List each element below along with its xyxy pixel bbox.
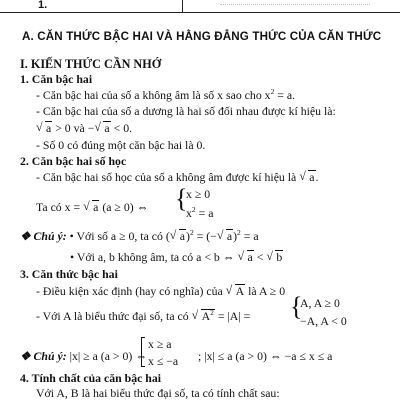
sqrt-a: √ a [84,200,99,214]
definition-line-2: - Căn bậc hai của số a dương là hai số đối nhau được kí hiệu là: [36,104,336,118]
sqrt-a: √ a [37,121,52,135]
sqrt-A: √ A [227,284,246,298]
abs-case-2: −A, A < 0 [300,314,347,328]
subsection-title-4: 4. Tính chất của căn bậc hai [20,371,162,385]
note-3-continued: ; |x| ≤ a (a > 0) ⇔ −a ≤ x ≤ a [198,349,333,363]
sqrt-A-squared: √ $A^2$ [193,309,215,323]
section-title: A. CĂN THỨC BẬC HAI VÀ HẰNG ĐẲNG THỨC CỦA CĂN THỨC [22,30,382,43]
or-case-2: x ≤ −a [148,354,179,368]
note-1: ❖ Chú ý: • Với số a ≥ 0, ta có (√ a)$^2$ = (−√ a)$^2$ = a [20,229,259,243]
or-bracket [141,337,145,367]
system-brace: { [175,184,188,213]
sqrt-b: √ b [267,250,283,264]
subsection-title-1: 1. Căn bậc hai [20,72,93,86]
note-2: • Với a, b không âm, ta có a < b ⇔ √ a < √ b [70,250,283,264]
page-header [0,0,400,14]
page-number: 1. [38,0,48,11]
or-case-1: x ≥ a [148,337,172,351]
abs-identity: - Với A là biểu thức đại số, ta có √ $A^2 = |A|$ = [36,309,250,323]
header-divider [182,0,183,12]
system-case-2: $x^2 = a$ [186,205,214,220]
abs-case-1: A, A ≥ 0 [300,296,340,310]
definition-line-3: - Số 0 có đúng một căn bậc hai là 0. [36,138,206,152]
sqrt-a: √ a [239,250,254,264]
definition-line-1: - Căn bậc hai của số a không âm là số x sao cho $x^2 = a$. [36,87,296,102]
system-case-1: x ≥ 0 [186,187,211,201]
formula-sqrt-signs: √ a > 0 và −√ a < 0. [36,121,132,135]
subsection-title-3: 3. Căn thức bậc hai [20,267,118,281]
header-rule [0,12,400,13]
sqrt-a: √ a [300,170,315,184]
sqrt-a: √ a [95,121,110,135]
property-intro: Với A, B là hai biểu thức đại số, ta có tính chất sau: [36,386,280,400]
cases-brace: { [290,292,303,321]
definition-line-4: - Căn bậc hai số học của số a không âm được kí hiệu là √ a. [36,170,318,184]
subsection-title-2: 2. Căn bậc hai số học [20,154,127,168]
formula-arithmetic-root: Ta có x = √ a (a ≥ 0) ⇔ [36,200,148,214]
domain-condition: - Điều kiện xác định (hay có nghĩa) của √ A là A ≥ 0 [36,284,285,298]
header-faint-rule [220,0,370,5]
part-heading: I. KIẾN THỨC CẦN NHỚ [20,57,162,71]
note-3: ❖ Chú ý: |x| ≥ a (a > 0) ⇔ [20,349,148,363]
